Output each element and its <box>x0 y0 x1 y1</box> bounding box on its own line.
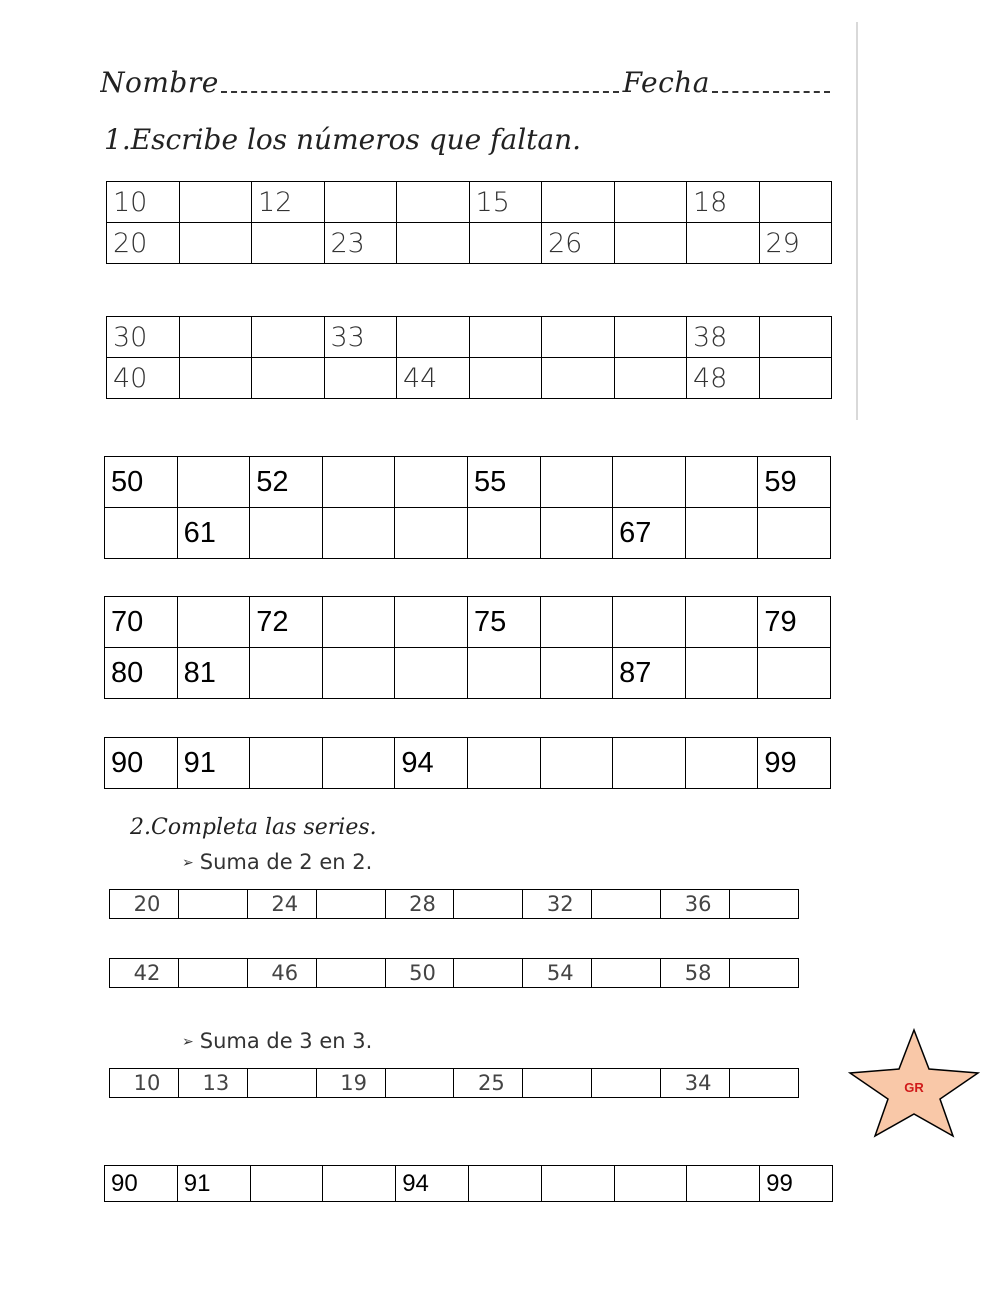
blank-answer-cell[interactable] <box>685 648 758 699</box>
series-table-3-row-1 <box>109 1068 799 1098</box>
number-cell: 40 <box>107 358 180 399</box>
table-row <box>105 457 831 508</box>
blank-answer-cell[interactable] <box>316 959 385 988</box>
blank-answer-cell[interactable] <box>177 457 250 508</box>
blank-answer-cell[interactable] <box>540 457 613 508</box>
blank-answer-cell[interactable] <box>758 648 831 699</box>
blank-answer-cell[interactable] <box>178 890 247 919</box>
blank-answer-cell[interactable] <box>730 959 799 988</box>
number-cell: 46 <box>247 959 316 988</box>
blank-answer-cell[interactable] <box>759 358 832 399</box>
page-edge-line <box>856 22 858 420</box>
number-cell: 99 <box>760 1166 833 1202</box>
date-label: Fecha <box>622 66 710 99</box>
number-cell: 44 <box>397 358 470 399</box>
blank-answer-cell[interactable] <box>758 508 831 559</box>
blank-answer-cell[interactable] <box>397 182 470 223</box>
blank-answer-cell[interactable] <box>395 457 468 508</box>
series-b-heading <box>182 1029 372 1053</box>
number-cell: 38 <box>687 317 760 358</box>
number-cell: 58 <box>661 959 730 988</box>
number-cell: 25 <box>454 1069 523 1098</box>
number-cell: 54 <box>523 959 592 988</box>
number-table-30-49 <box>106 316 832 399</box>
number-cell: 28 <box>385 890 454 919</box>
number-cell: 81 <box>177 648 250 699</box>
blank-answer-cell[interactable] <box>730 1069 799 1098</box>
blank-answer-cell[interactable] <box>730 890 799 919</box>
date-blank[interactable] <box>712 66 830 93</box>
number-cell: 20 <box>110 890 179 919</box>
number-cell: 34 <box>661 1069 730 1098</box>
blank-answer-cell[interactable] <box>316 890 385 919</box>
blank-answer-cell[interactable] <box>252 317 325 358</box>
table-row <box>110 959 799 988</box>
table-row <box>110 890 799 919</box>
blank-answer-cell[interactable] <box>542 182 615 223</box>
number-cell: 52 <box>250 457 323 508</box>
number-cell: 87 <box>613 648 686 699</box>
table-row <box>107 358 832 399</box>
blank-answer-cell[interactable] <box>614 1166 687 1202</box>
blank-answer-cell[interactable] <box>322 457 395 508</box>
blank-answer-cell[interactable] <box>614 182 687 223</box>
blank-answer-cell[interactable] <box>467 508 540 559</box>
blank-answer-cell[interactable] <box>540 648 613 699</box>
number-cell: 50 <box>105 457 178 508</box>
blank-answer-cell[interactable] <box>685 457 758 508</box>
blank-answer-cell[interactable] <box>685 508 758 559</box>
name-label: Nombre <box>100 66 219 99</box>
number-cell: 33 <box>324 317 397 358</box>
number-cell: 75 <box>467 597 540 648</box>
number-cell: 24 <box>247 890 316 919</box>
number-cell: 23 <box>324 223 397 264</box>
number-cell: 26 <box>542 223 615 264</box>
number-table-10-29 <box>106 181 832 264</box>
blank-answer-cell[interactable] <box>322 508 395 559</box>
number-cell: 90 <box>105 738 178 789</box>
blank-answer-cell[interactable] <box>322 597 395 648</box>
number-cell: 10 <box>110 1069 179 1098</box>
blank-answer-cell[interactable] <box>469 317 542 358</box>
table-row <box>107 317 832 358</box>
blank-answer-cell[interactable] <box>250 508 323 559</box>
series-table-2-row-1 <box>109 889 799 919</box>
number-cell: 59 <box>758 457 831 508</box>
number-cell: 91 <box>177 738 250 789</box>
number-cell: 72 <box>250 597 323 648</box>
blank-answer-cell[interactable] <box>542 317 615 358</box>
blank-answer-cell[interactable] <box>467 648 540 699</box>
series-a-label: Suma de 2 en 2. <box>199 850 373 874</box>
number-cell: 79 <box>758 597 831 648</box>
number-cell: 50 <box>385 959 454 988</box>
blank-answer-cell[interactable] <box>467 738 540 789</box>
blank-answer-cell[interactable] <box>454 959 523 988</box>
blank-answer-cell[interactable] <box>179 182 252 223</box>
exercise-2-title: 2.Completa las series. <box>130 815 377 840</box>
blank-answer-cell[interactable] <box>177 597 250 648</box>
number-cell: 10 <box>107 182 180 223</box>
number-cell: 15 <box>469 182 542 223</box>
blank-answer-cell[interactable] <box>395 648 468 699</box>
number-cell: 55 <box>467 457 540 508</box>
number-cell: 29 <box>759 223 832 264</box>
blank-answer-cell[interactable] <box>454 890 523 919</box>
number-table-50-69 <box>104 456 831 559</box>
blank-answer-cell[interactable] <box>759 182 832 223</box>
blank-answer-cell[interactable] <box>685 597 758 648</box>
arrow-bullet-icon: ➢ <box>182 855 194 871</box>
star-badge-icon <box>848 1028 980 1138</box>
series-b-label: Suma de 3 en 3. <box>199 1029 373 1053</box>
blank-answer-cell[interactable] <box>395 508 468 559</box>
number-table-final <box>104 1165 833 1202</box>
blank-answer-cell[interactable] <box>323 1166 396 1202</box>
number-cell: 90 <box>105 1166 178 1202</box>
blank-answer-cell[interactable] <box>468 1166 541 1202</box>
blank-answer-cell[interactable] <box>614 223 687 264</box>
number-cell: 94 <box>396 1166 469 1202</box>
number-cell: 13 <box>178 1069 247 1098</box>
blank-answer-cell[interactable] <box>759 317 832 358</box>
blank-answer-cell[interactable] <box>613 738 686 789</box>
blank-answer-cell[interactable] <box>592 890 661 919</box>
blank-answer-cell[interactable] <box>542 358 615 399</box>
name-blank[interactable] <box>221 66 619 93</box>
series-table-2-row-2 <box>109 958 799 988</box>
number-cell: 32 <box>523 890 592 919</box>
number-table-70-89 <box>104 596 831 699</box>
table-row <box>105 597 831 648</box>
table-row <box>107 223 832 264</box>
number-cell: 30 <box>107 317 180 358</box>
blank-answer-cell[interactable] <box>614 358 687 399</box>
number-cell: 36 <box>661 890 730 919</box>
blank-answer-cell[interactable] <box>178 959 247 988</box>
blank-answer-cell[interactable] <box>179 358 252 399</box>
number-cell: 20 <box>107 223 180 264</box>
blank-answer-cell[interactable] <box>247 1069 316 1098</box>
table-row <box>105 738 831 789</box>
blank-answer-cell[interactable] <box>179 317 252 358</box>
number-cell: 99 <box>758 738 831 789</box>
blank-answer-cell[interactable] <box>179 223 252 264</box>
table-row <box>107 182 832 223</box>
number-cell: 19 <box>316 1069 385 1098</box>
number-cell: 61 <box>177 508 250 559</box>
blank-answer-cell[interactable] <box>592 1069 661 1098</box>
blank-answer-cell[interactable] <box>687 223 760 264</box>
table-row <box>110 1069 799 1098</box>
star-badge-text: GR <box>904 1080 924 1095</box>
blank-answer-cell[interactable] <box>250 738 323 789</box>
blank-answer-cell[interactable] <box>540 597 613 648</box>
blank-answer-cell[interactable] <box>105 508 178 559</box>
blank-answer-cell[interactable] <box>687 1166 760 1202</box>
blank-answer-cell[interactable] <box>252 223 325 264</box>
blank-answer-cell[interactable] <box>685 738 758 789</box>
number-cell: 94 <box>395 738 468 789</box>
number-cell: 18 <box>687 182 760 223</box>
number-table-90-99 <box>104 737 831 789</box>
table-row <box>105 1166 833 1202</box>
number-cell: 80 <box>105 648 178 699</box>
name-date-line <box>100 66 830 99</box>
blank-answer-cell[interactable] <box>613 457 686 508</box>
blank-answer-cell[interactable] <box>523 1069 592 1098</box>
blank-answer-cell[interactable] <box>385 1069 454 1098</box>
blank-answer-cell[interactable] <box>469 223 542 264</box>
series-a-heading <box>182 850 372 874</box>
table-row <box>105 508 831 559</box>
blank-answer-cell[interactable] <box>322 738 395 789</box>
number-cell: 91 <box>177 1166 250 1202</box>
number-cell: 42 <box>110 959 179 988</box>
blank-answer-cell[interactable] <box>324 182 397 223</box>
blank-answer-cell[interactable] <box>614 317 687 358</box>
blank-answer-cell[interactable] <box>540 738 613 789</box>
blank-answer-cell[interactable] <box>397 317 470 358</box>
blank-answer-cell[interactable] <box>250 1166 323 1202</box>
blank-answer-cell[interactable] <box>252 358 325 399</box>
number-cell: 67 <box>613 508 686 559</box>
blank-answer-cell[interactable] <box>469 358 542 399</box>
blank-answer-cell[interactable] <box>395 597 468 648</box>
number-cell: 48 <box>687 358 760 399</box>
blank-answer-cell[interactable] <box>592 959 661 988</box>
blank-answer-cell[interactable] <box>250 648 323 699</box>
arrow-bullet-icon: ➢ <box>182 1034 194 1050</box>
blank-answer-cell[interactable] <box>322 648 395 699</box>
blank-answer-cell[interactable] <box>397 223 470 264</box>
blank-answer-cell[interactable] <box>541 1166 614 1202</box>
number-cell: 12 <box>252 182 325 223</box>
blank-answer-cell[interactable] <box>324 358 397 399</box>
blank-answer-cell[interactable] <box>613 597 686 648</box>
exercise-1-title: 1.Escribe los números que faltan. <box>104 123 582 156</box>
blank-answer-cell[interactable] <box>540 508 613 559</box>
number-cell: 70 <box>105 597 178 648</box>
table-row <box>105 648 831 699</box>
